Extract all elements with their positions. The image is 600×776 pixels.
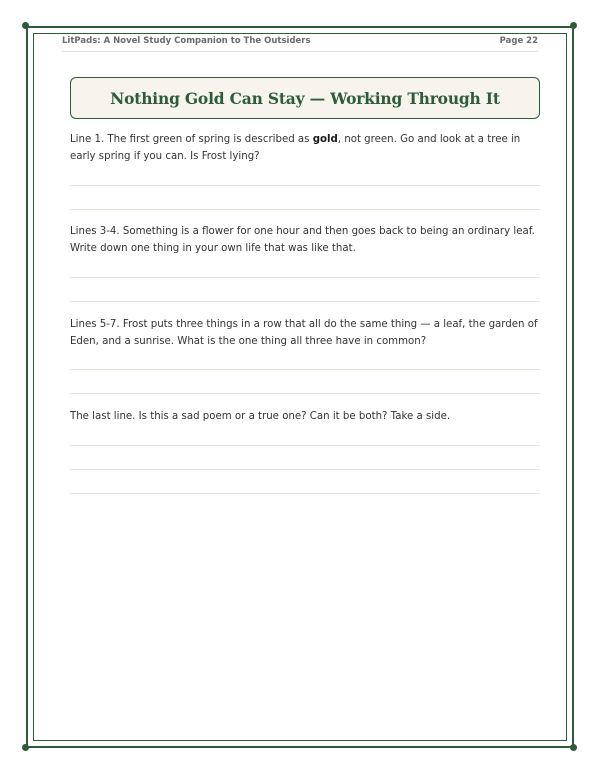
question-1-text-end: , not green. Go and look at a tree in early spring if you can. Is Frost lying? — [70, 134, 521, 162]
question-3: Lines 5-7. Frost puts three things in a row that all do the same thing — a leaf, the garden of Eden, and a sunrise. What is the one thing all three have in common? — [70, 319, 538, 347]
question-2: Lines 3-4. Something is a flower for one hour and then goes back to being an ordinary leaf. Write down one thing in your own life that was like that. — [70, 226, 535, 254]
answer-line[interactable] — [70, 209, 540, 210]
answer-line[interactable] — [70, 301, 540, 302]
answer-line[interactable] — [70, 393, 540, 394]
title-banner — [70, 77, 540, 119]
answer-line[interactable] — [70, 277, 540, 278]
answer-line[interactable] — [70, 185, 540, 186]
question-1-text-start: Line 1. The first green of spring is described as — [70, 134, 313, 145]
answer-line[interactable] — [70, 493, 540, 494]
corner-dot-top-right — [570, 22, 577, 29]
answer-line[interactable] — [70, 469, 540, 470]
answer-line[interactable] — [70, 369, 540, 370]
corner-dot-bottom-right — [570, 744, 577, 751]
header-page-number: Page 22 — [499, 36, 538, 46]
page-header — [62, 34, 538, 48]
question-1 — [70, 131, 540, 165]
question-1-bold-word: gold — [312, 134, 338, 145]
header-divider — [62, 51, 538, 52]
question-4: The last line. Is this a sad poem or a true one? Can it be both? Take a side. — [70, 411, 451, 422]
corner-dot-top-left — [22, 22, 29, 29]
header-book-title: LitPads: A Novel Study Companion to The Outsiders — [62, 36, 311, 46]
page-title: Nothing Gold Can Stay — Working Through It — [110, 88, 500, 108]
corner-dot-bottom-left — [22, 744, 29, 751]
answer-line[interactable] — [70, 445, 540, 446]
